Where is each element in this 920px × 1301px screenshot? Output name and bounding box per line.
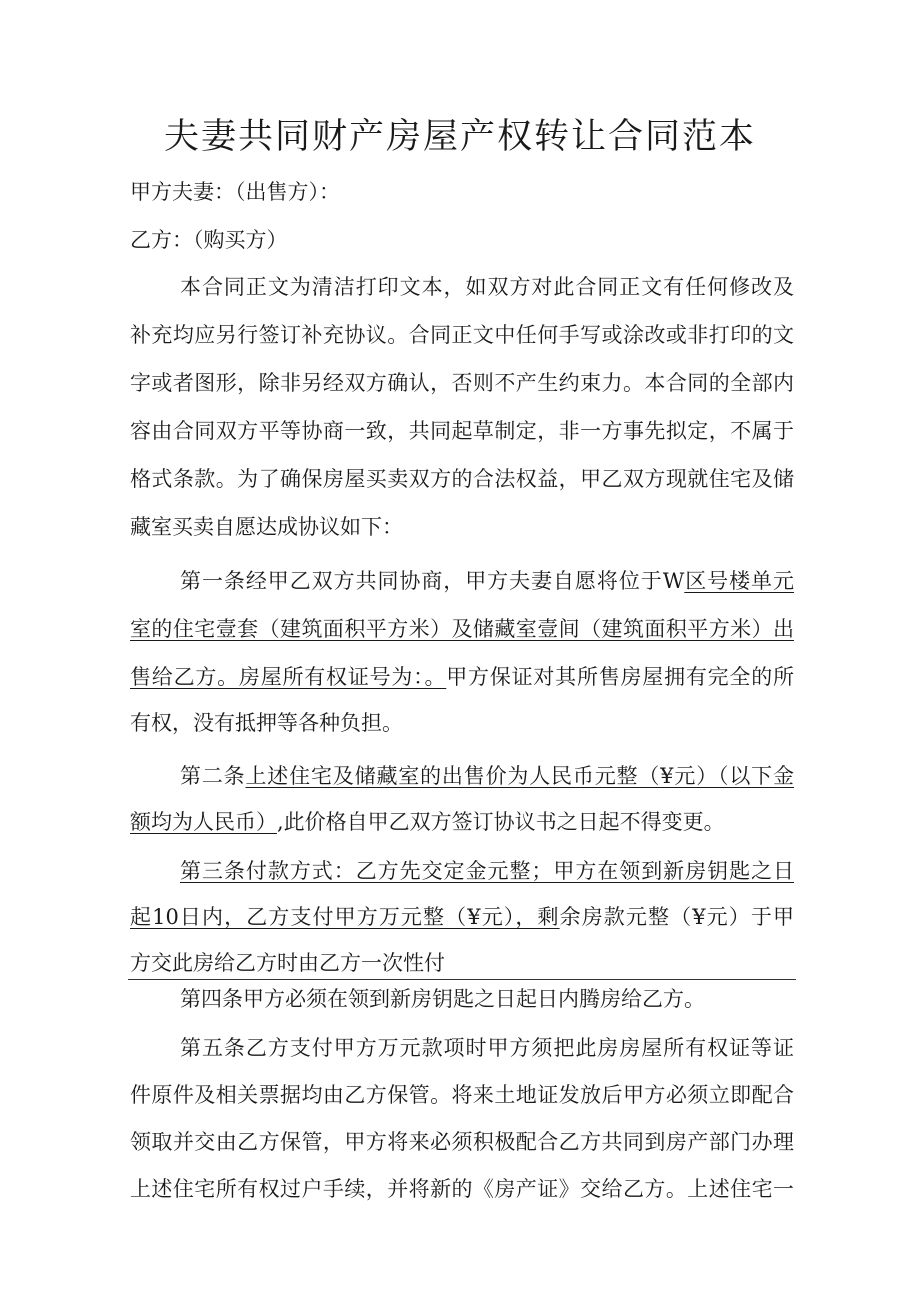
- article-3-line-2: [130, 902, 794, 932]
- preamble-line-2: 补充均应另行签订补充协议。合同正文中任何手写或涂改或非打印的文: [130, 323, 794, 347]
- article-3-underlined-text: 起10日内，乙方支付甲方万元整（¥元），剩: [130, 905, 560, 929]
- article-3-text: 余房款元整（¥元）于甲: [559, 905, 794, 929]
- article-1-line-2: 室的住宅壹套（建筑面积平方米）及储藏室壹间（建筑面积平方米）出: [130, 617, 794, 641]
- preamble-line-5: 格式条款。为了确保房屋买卖双方的合法权益，甲乙双方现就住宅及储: [130, 467, 794, 491]
- article-1-line-3: [130, 662, 794, 692]
- article-1-line-1: [180, 566, 794, 596]
- article-2-text: 第二条: [180, 764, 246, 788]
- article-2-underlined-text: 上述住宅及储藏室的出售价为人民币元整（¥元）（以下金: [245, 764, 795, 788]
- article-2-underlined-text: 额均为人民币）: [130, 810, 277, 834]
- party-a-line: 甲方夫妻：（出售方）：: [130, 180, 340, 204]
- article-2-text: ,此价格自甲乙双方签订协议书之日起不得变更。: [277, 810, 725, 834]
- horizontal-rule: [128, 979, 796, 980]
- article-1-text: 甲方保证对其所售房屋拥有完全的所: [446, 665, 794, 689]
- article-1-text: 第一条经甲乙双方共同协商，甲方夫妻自愿将位于W: [180, 569, 685, 593]
- article-2-line-2: [130, 807, 794, 837]
- article-3-line-3: 方交此房给乙方时由乙方一次性付: [130, 951, 445, 975]
- party-b-line: 乙方：（购买方）: [130, 228, 288, 252]
- preamble-line-4: 容由合同双方平等协商一致，共同起草制定，非一方事先拟定，不属于: [130, 419, 794, 443]
- article-1-underlined-text: 售给乙方。房屋所有权证号为：。: [130, 665, 447, 689]
- article-5-line-3: 领取并交由乙方保管，甲方将来必须积极配合乙方共同到房产部门办理: [130, 1130, 794, 1154]
- article-4-line-1: 第四条甲方必须在领到新房钥匙之日起日内腾房给乙方。: [180, 987, 705, 1011]
- preamble-line-1: 本合同正文为清洁打印文本，如双方对此合同正文有任何修改及: [180, 275, 794, 299]
- article-3-line-1: 第三条付款方式：乙方先交定金元整；甲方在领到新房钥匙之日: [180, 859, 794, 883]
- article-5-line-2: 件原件及相关票据均由乙方保管。将来土地证发放后甲方必须立即配合: [130, 1083, 794, 1107]
- preamble-line-3: 字或者图形，除非另经双方确认，否则不产生约束力。本合同的全部内: [130, 371, 794, 395]
- article-2-line-1: [180, 761, 794, 791]
- article-5-line-4: 上述住宅所有权过户手续，并将新的《房产证》交给乙方。上述住宅一: [130, 1177, 794, 1201]
- article-5-line-1: 第五条乙方支付甲方万元款项时甲方须把此房房屋所有权证等证: [180, 1036, 794, 1060]
- article-1-underlined-text: 区号楼单元: [684, 569, 795, 593]
- document-title: 夫妻共同财产房屋产权转让合同范本: [163, 117, 756, 157]
- article-1-line-4: 有权，没有抵押等各种负担。: [130, 711, 403, 735]
- preamble-line-6: 藏室买卖自愿达成协议如下：: [130, 515, 403, 539]
